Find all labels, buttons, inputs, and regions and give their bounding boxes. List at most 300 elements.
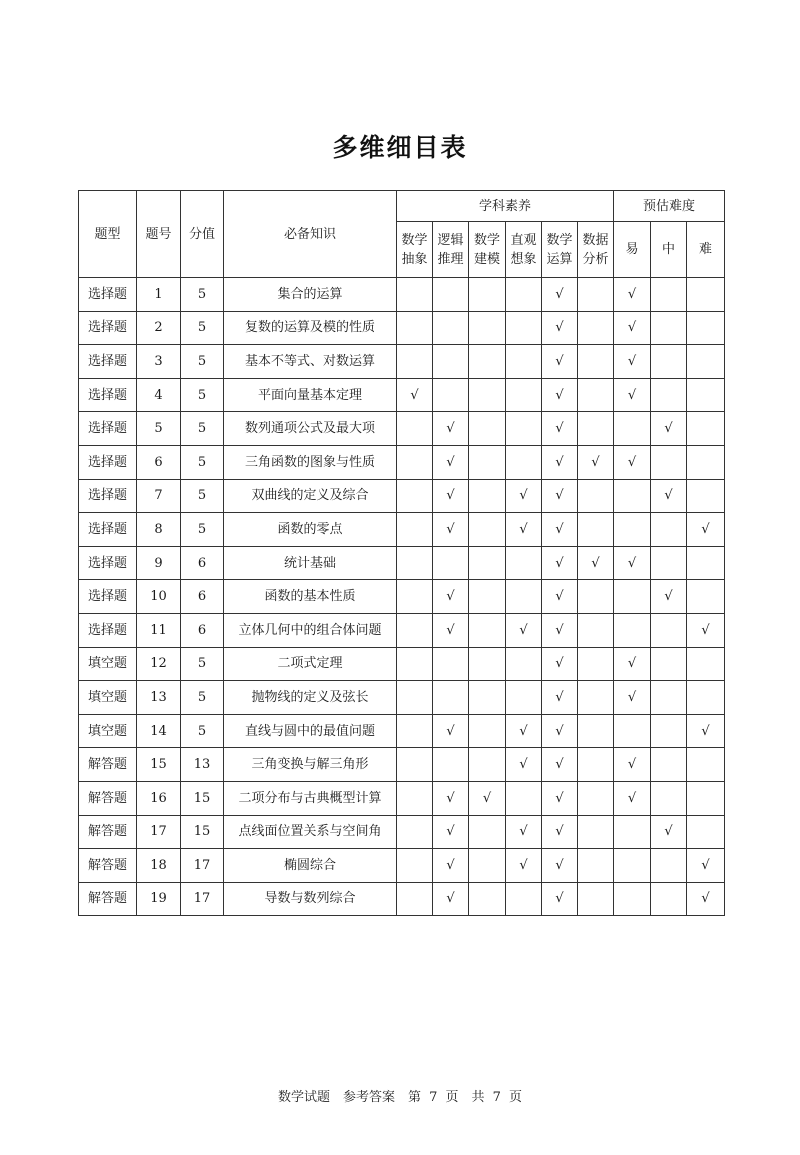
literacy-imagination-cell xyxy=(506,714,542,748)
literacy-abstraction-cell xyxy=(397,681,433,715)
difficulty-medium-cell xyxy=(651,681,687,715)
check-mark: √ xyxy=(664,589,673,605)
table-row xyxy=(79,714,725,748)
question-number-cell: 17 xyxy=(137,815,181,849)
question-type-cell: 选择题 xyxy=(79,278,137,312)
literacy-modeling-cell xyxy=(469,412,506,446)
difficulty-hard-cell xyxy=(687,479,725,513)
literacy-abstraction-cell xyxy=(397,882,433,916)
question-number-cell: 2 xyxy=(137,311,181,345)
literacy-data-analysis-cell xyxy=(578,781,614,815)
literacy-imagination-cell xyxy=(506,613,542,647)
literacy-reasoning-cell xyxy=(433,748,469,782)
check-mark: √ xyxy=(446,454,455,470)
check-mark: √ xyxy=(446,421,455,437)
difficulty-hard-cell xyxy=(687,378,725,412)
check-mark: √ xyxy=(446,790,455,806)
difficulty-hard-cell xyxy=(687,781,725,815)
table-row xyxy=(79,849,725,883)
literacy-data-analysis-cell xyxy=(578,412,614,446)
check-mark: √ xyxy=(627,454,637,470)
difficulty-hard-cell xyxy=(687,882,725,916)
check-mark: √ xyxy=(519,824,528,840)
difficulty-medium-cell xyxy=(651,580,687,614)
literacy-reasoning-cell xyxy=(433,546,469,580)
table-row xyxy=(79,311,725,345)
check-mark: √ xyxy=(627,555,637,571)
check-mark: √ xyxy=(519,723,528,739)
literacy-computation-cell xyxy=(542,546,578,580)
literacy-data-analysis-cell xyxy=(578,580,614,614)
literacy-imagination-cell xyxy=(506,445,542,479)
knowledge-cell: 数列通项公式及最大项 xyxy=(224,412,397,446)
question-number-cell: 10 xyxy=(137,580,181,614)
question-type-cell: 选择题 xyxy=(79,613,137,647)
score-cell: 5 xyxy=(181,681,224,715)
difficulty-hard-cell xyxy=(687,580,725,614)
literacy-data-analysis-cell xyxy=(578,479,614,513)
difficulty-hard-cell xyxy=(687,681,725,715)
question-number-cell: 3 xyxy=(137,345,181,379)
check-mark: √ xyxy=(446,891,455,907)
check-mark: √ xyxy=(555,353,564,369)
literacy-imagination-cell xyxy=(506,781,542,815)
literacy-reasoning-cell xyxy=(433,849,469,883)
check-mark: √ xyxy=(664,824,673,840)
difficulty-medium-cell xyxy=(651,815,687,849)
score-cell: 5 xyxy=(181,647,224,681)
difficulty-hard-cell xyxy=(687,815,725,849)
header-type: 题型 xyxy=(79,191,137,278)
question-type-cell: 填空题 xyxy=(79,681,137,715)
question-number-cell: 12 xyxy=(137,647,181,681)
literacy-data-analysis-cell xyxy=(578,546,614,580)
literacy-data-analysis-cell xyxy=(578,681,614,715)
difficulty-easy-cell xyxy=(614,613,651,647)
difficulty-medium-cell xyxy=(651,613,687,647)
literacy-computation-cell xyxy=(542,479,578,513)
literacy-imagination-cell xyxy=(506,748,542,782)
question-number-cell: 18 xyxy=(137,849,181,883)
check-mark: √ xyxy=(555,891,564,907)
check-mark: √ xyxy=(627,320,637,336)
literacy-data-analysis-cell xyxy=(578,815,614,849)
check-mark: √ xyxy=(446,488,455,504)
literacy-data-analysis-cell xyxy=(578,445,614,479)
question-type-cell: 选择题 xyxy=(79,513,137,547)
question-number-cell: 15 xyxy=(137,748,181,782)
check-mark: √ xyxy=(701,891,710,907)
literacy-modeling-cell xyxy=(469,445,506,479)
table-row xyxy=(79,546,725,580)
check-mark: √ xyxy=(555,421,564,437)
difficulty-hard-cell xyxy=(687,613,725,647)
question-type-cell: 解答题 xyxy=(79,781,137,815)
score-cell: 6 xyxy=(181,580,224,614)
check-mark: √ xyxy=(482,790,492,806)
knowledge-cell: 平面向量基本定理 xyxy=(224,378,397,412)
literacy-reasoning-cell xyxy=(433,278,469,312)
difficulty-easy-cell xyxy=(614,546,651,580)
literacy-computation-cell xyxy=(542,311,578,345)
check-mark: √ xyxy=(555,656,564,672)
question-type-cell: 解答题 xyxy=(79,849,137,883)
literacy-reasoning-cell xyxy=(433,580,469,614)
literacy-modeling-cell xyxy=(469,781,506,815)
literacy-reasoning-cell xyxy=(433,815,469,849)
difficulty-medium-cell xyxy=(651,647,687,681)
literacy-computation-cell xyxy=(542,513,578,547)
question-type-cell: 解答题 xyxy=(79,748,137,782)
question-type-cell: 选择题 xyxy=(79,345,137,379)
knowledge-cell: 三角函数的图象与性质 xyxy=(224,445,397,479)
literacy-modeling-cell xyxy=(469,278,506,312)
literacy-imagination-cell xyxy=(506,278,542,312)
score-cell: 13 xyxy=(181,748,224,782)
check-mark: √ xyxy=(701,857,710,873)
check-mark: √ xyxy=(664,488,673,504)
literacy-imagination-cell xyxy=(506,849,542,883)
page-footer: 数学试题 参考答案 第 7 页 共 7 页 xyxy=(277,1090,523,1105)
literacy-reasoning-cell xyxy=(433,479,469,513)
question-number-cell: 5 xyxy=(137,412,181,446)
check-mark: √ xyxy=(446,723,455,739)
knowledge-cell: 二项式定理 xyxy=(224,647,397,681)
difficulty-hard-cell xyxy=(687,647,725,681)
score-cell: 5 xyxy=(181,345,224,379)
difficulty-medium-cell xyxy=(651,311,687,345)
score-cell: 17 xyxy=(181,849,224,883)
table-body xyxy=(79,278,725,916)
question-type-cell: 选择题 xyxy=(79,378,137,412)
check-mark: √ xyxy=(446,824,455,840)
literacy-imagination-cell xyxy=(506,513,542,547)
literacy-computation-cell xyxy=(542,647,578,681)
difficulty-easy-cell xyxy=(614,714,651,748)
difficulty-easy-cell xyxy=(614,445,651,479)
knowledge-cell: 抛物线的定义及弦长 xyxy=(224,681,397,715)
difficulty-medium-cell xyxy=(651,445,687,479)
check-mark: √ xyxy=(446,622,455,638)
header-literacy-abstraction: 数学 抽象 xyxy=(397,222,433,278)
difficulty-medium-cell xyxy=(651,378,687,412)
difficulty-hard-cell xyxy=(687,714,725,748)
difficulty-easy-cell xyxy=(614,882,651,916)
difficulty-easy-cell xyxy=(614,781,651,815)
check-mark: √ xyxy=(519,857,528,873)
literacy-imagination-cell xyxy=(506,378,542,412)
question-number-cell: 11 xyxy=(137,613,181,647)
literacy-abstraction-cell xyxy=(397,580,433,614)
check-mark: √ xyxy=(555,488,564,504)
literacy-data-analysis-cell xyxy=(578,345,614,379)
header-literacy-imagination: 直观 想象 xyxy=(506,222,542,278)
check-mark: √ xyxy=(446,857,455,873)
literacy-modeling-cell xyxy=(469,647,506,681)
question-number-cell: 7 xyxy=(137,479,181,513)
knowledge-cell: 三角变换与解三角形 xyxy=(224,748,397,782)
header-difficulty-group: 预估难度 xyxy=(614,191,725,222)
header-number: 题号 xyxy=(137,191,181,278)
knowledge-cell: 函数的基本性质 xyxy=(224,580,397,614)
table-row xyxy=(79,748,725,782)
table-row xyxy=(79,278,725,312)
score-cell: 15 xyxy=(181,815,224,849)
question-number-cell: 16 xyxy=(137,781,181,815)
score-cell: 5 xyxy=(181,513,224,547)
question-number-cell: 1 xyxy=(137,278,181,312)
difficulty-medium-cell xyxy=(651,479,687,513)
difficulty-hard-cell xyxy=(687,445,725,479)
difficulty-easy-cell xyxy=(614,378,651,412)
literacy-imagination-cell xyxy=(506,815,542,849)
table-row xyxy=(79,445,725,479)
check-mark: √ xyxy=(555,857,564,873)
check-mark: √ xyxy=(701,521,710,537)
difficulty-easy-cell xyxy=(614,513,651,547)
difficulty-easy-cell xyxy=(614,278,651,312)
difficulty-medium-cell xyxy=(651,546,687,580)
check-mark: √ xyxy=(591,454,600,470)
literacy-modeling-cell xyxy=(469,613,506,647)
check-mark: √ xyxy=(555,824,564,840)
question-number-cell: 9 xyxy=(137,546,181,580)
knowledge-cell: 基本不等式、对数运算 xyxy=(224,345,397,379)
knowledge-cell: 二项分布与古典概型计算 xyxy=(224,781,397,815)
literacy-data-analysis-cell xyxy=(578,278,614,312)
question-number-cell: 13 xyxy=(137,681,181,715)
check-mark: √ xyxy=(555,320,564,336)
table-row xyxy=(79,681,725,715)
question-number-cell: 8 xyxy=(137,513,181,547)
knowledge-cell: 集合的运算 xyxy=(224,278,397,312)
literacy-modeling-cell xyxy=(469,849,506,883)
question-type-cell: 填空题 xyxy=(79,647,137,681)
check-mark: √ xyxy=(410,387,419,403)
literacy-computation-cell xyxy=(542,714,578,748)
literacy-abstraction-cell xyxy=(397,412,433,446)
literacy-data-analysis-cell xyxy=(578,714,614,748)
literacy-computation-cell xyxy=(542,748,578,782)
difficulty-medium-cell xyxy=(651,714,687,748)
literacy-reasoning-cell xyxy=(433,311,469,345)
question-number-cell: 14 xyxy=(137,714,181,748)
check-mark: √ xyxy=(591,555,600,571)
literacy-reasoning-cell xyxy=(433,613,469,647)
question-type-cell: 选择题 xyxy=(79,546,137,580)
question-number-cell: 19 xyxy=(137,882,181,916)
question-type-cell: 解答题 xyxy=(79,815,137,849)
literacy-reasoning-cell xyxy=(433,882,469,916)
question-type-cell: 选择题 xyxy=(79,479,137,513)
literacy-reasoning-cell xyxy=(433,412,469,446)
difficulty-medium-cell xyxy=(651,748,687,782)
literacy-computation-cell xyxy=(542,580,578,614)
literacy-computation-cell xyxy=(542,278,578,312)
score-cell: 6 xyxy=(181,546,224,580)
score-cell: 6 xyxy=(181,613,224,647)
difficulty-easy-cell xyxy=(614,748,651,782)
literacy-modeling-cell xyxy=(469,378,506,412)
knowledge-cell: 立体几何中的组合体问题 xyxy=(224,613,397,647)
score-cell: 5 xyxy=(181,714,224,748)
literacy-data-analysis-cell xyxy=(578,378,614,412)
literacy-modeling-cell xyxy=(469,580,506,614)
check-mark: √ xyxy=(627,387,637,403)
check-mark: √ xyxy=(555,286,564,302)
check-mark: √ xyxy=(446,521,455,537)
literacy-imagination-cell xyxy=(506,311,542,345)
check-mark: √ xyxy=(519,757,528,773)
literacy-modeling-cell xyxy=(469,513,506,547)
question-type-cell: 选择题 xyxy=(79,445,137,479)
difficulty-medium-cell xyxy=(651,278,687,312)
score-cell: 5 xyxy=(181,479,224,513)
literacy-imagination-cell xyxy=(506,479,542,513)
check-mark: √ xyxy=(701,723,710,739)
literacy-imagination-cell xyxy=(506,412,542,446)
difficulty-hard-cell xyxy=(687,345,725,379)
table-row xyxy=(79,378,725,412)
check-mark: √ xyxy=(519,488,528,504)
score-cell: 5 xyxy=(181,278,224,312)
literacy-reasoning-cell xyxy=(433,513,469,547)
literacy-data-analysis-cell xyxy=(578,513,614,547)
literacy-imagination-cell xyxy=(506,882,542,916)
check-mark: √ xyxy=(519,622,528,638)
check-mark: √ xyxy=(627,757,637,773)
literacy-abstraction-cell xyxy=(397,479,433,513)
literacy-imagination-cell xyxy=(506,546,542,580)
difficulty-hard-cell xyxy=(687,513,725,547)
literacy-reasoning-cell xyxy=(433,647,469,681)
difficulty-hard-cell xyxy=(687,849,725,883)
check-mark: √ xyxy=(555,454,564,470)
literacy-abstraction-cell xyxy=(397,748,433,782)
check-mark: √ xyxy=(555,387,564,403)
question-number-cell: 6 xyxy=(137,445,181,479)
difficulty-medium-cell xyxy=(651,513,687,547)
knowledge-cell: 直线与圆中的最值问题 xyxy=(224,714,397,748)
literacy-abstraction-cell xyxy=(397,311,433,345)
check-mark: √ xyxy=(627,689,637,705)
literacy-abstraction-cell xyxy=(397,849,433,883)
header-knowledge: 必备知识 xyxy=(224,191,397,278)
check-mark: √ xyxy=(627,790,637,806)
difficulty-hard-cell xyxy=(687,412,725,446)
check-mark: √ xyxy=(555,757,564,773)
header-difficulty-hard: 难 xyxy=(687,222,725,278)
literacy-computation-cell xyxy=(542,681,578,715)
check-mark: √ xyxy=(519,521,528,537)
literacy-data-analysis-cell xyxy=(578,748,614,782)
literacy-modeling-cell xyxy=(469,681,506,715)
literacy-data-analysis-cell xyxy=(578,311,614,345)
table-row xyxy=(79,613,725,647)
header-difficulty-medium: 中 xyxy=(651,222,687,278)
difficulty-medium-cell xyxy=(651,781,687,815)
header-literacy-computation: 数学 运算 xyxy=(542,222,578,278)
check-mark: √ xyxy=(555,790,564,806)
score-cell: 5 xyxy=(181,311,224,345)
score-cell: 15 xyxy=(181,781,224,815)
literacy-computation-cell xyxy=(542,445,578,479)
check-mark: √ xyxy=(627,656,637,672)
literacy-modeling-cell xyxy=(469,815,506,849)
check-mark: √ xyxy=(555,589,564,605)
score-cell: 5 xyxy=(181,412,224,446)
question-type-cell: 选择题 xyxy=(79,311,137,345)
literacy-computation-cell xyxy=(542,815,578,849)
difficulty-medium-cell xyxy=(651,412,687,446)
knowledge-cell: 点线面位置关系与空间角 xyxy=(224,815,397,849)
check-mark: √ xyxy=(627,286,637,302)
check-mark: √ xyxy=(664,421,673,437)
difficulty-easy-cell xyxy=(614,815,651,849)
header-literacy-modeling: 数学 建模 xyxy=(469,222,506,278)
header-literacy-group: 学科素养 xyxy=(397,191,614,222)
score-cell: 5 xyxy=(181,445,224,479)
table-row xyxy=(79,479,725,513)
table-row xyxy=(79,580,725,614)
literacy-imagination-cell xyxy=(506,580,542,614)
literacy-abstraction-cell xyxy=(397,378,433,412)
score-cell: 5 xyxy=(181,378,224,412)
difficulty-easy-cell xyxy=(614,849,651,883)
question-type-cell: 填空题 xyxy=(79,714,137,748)
score-cell: 17 xyxy=(181,882,224,916)
difficulty-hard-cell xyxy=(687,748,725,782)
literacy-modeling-cell xyxy=(469,546,506,580)
literacy-modeling-cell xyxy=(469,311,506,345)
literacy-modeling-cell xyxy=(469,714,506,748)
question-number-cell: 4 xyxy=(137,378,181,412)
literacy-abstraction-cell xyxy=(397,613,433,647)
difficulty-hard-cell xyxy=(687,546,725,580)
difficulty-medium-cell xyxy=(651,345,687,379)
literacy-computation-cell xyxy=(542,378,578,412)
difficulty-easy-cell xyxy=(614,580,651,614)
check-mark: √ xyxy=(446,589,455,605)
literacy-abstraction-cell xyxy=(397,345,433,379)
literacy-data-analysis-cell xyxy=(578,882,614,916)
table-row xyxy=(79,513,725,547)
difficulty-hard-cell xyxy=(687,278,725,312)
literacy-data-analysis-cell xyxy=(578,647,614,681)
difficulty-easy-cell xyxy=(614,412,651,446)
literacy-reasoning-cell xyxy=(433,345,469,379)
literacy-reasoning-cell xyxy=(433,781,469,815)
literacy-reasoning-cell xyxy=(433,445,469,479)
check-mark: √ xyxy=(701,622,710,638)
literacy-computation-cell xyxy=(542,412,578,446)
knowledge-cell: 双曲线的定义及综合 xyxy=(224,479,397,513)
literacy-reasoning-cell xyxy=(433,378,469,412)
literacy-computation-cell xyxy=(542,345,578,379)
difficulty-medium-cell xyxy=(651,882,687,916)
question-type-cell: 选择题 xyxy=(79,412,137,446)
difficulty-easy-cell xyxy=(614,345,651,379)
knowledge-cell: 统计基础 xyxy=(224,546,397,580)
check-mark: √ xyxy=(555,723,564,739)
literacy-abstraction-cell xyxy=(397,815,433,849)
difficulty-easy-cell xyxy=(614,681,651,715)
literacy-modeling-cell xyxy=(469,479,506,513)
knowledge-cell: 复数的运算及模的性质 xyxy=(224,311,397,345)
page-title: 多维细目表 xyxy=(332,133,468,162)
literacy-abstraction-cell xyxy=(397,445,433,479)
knowledge-cell: 椭圆综合 xyxy=(224,849,397,883)
